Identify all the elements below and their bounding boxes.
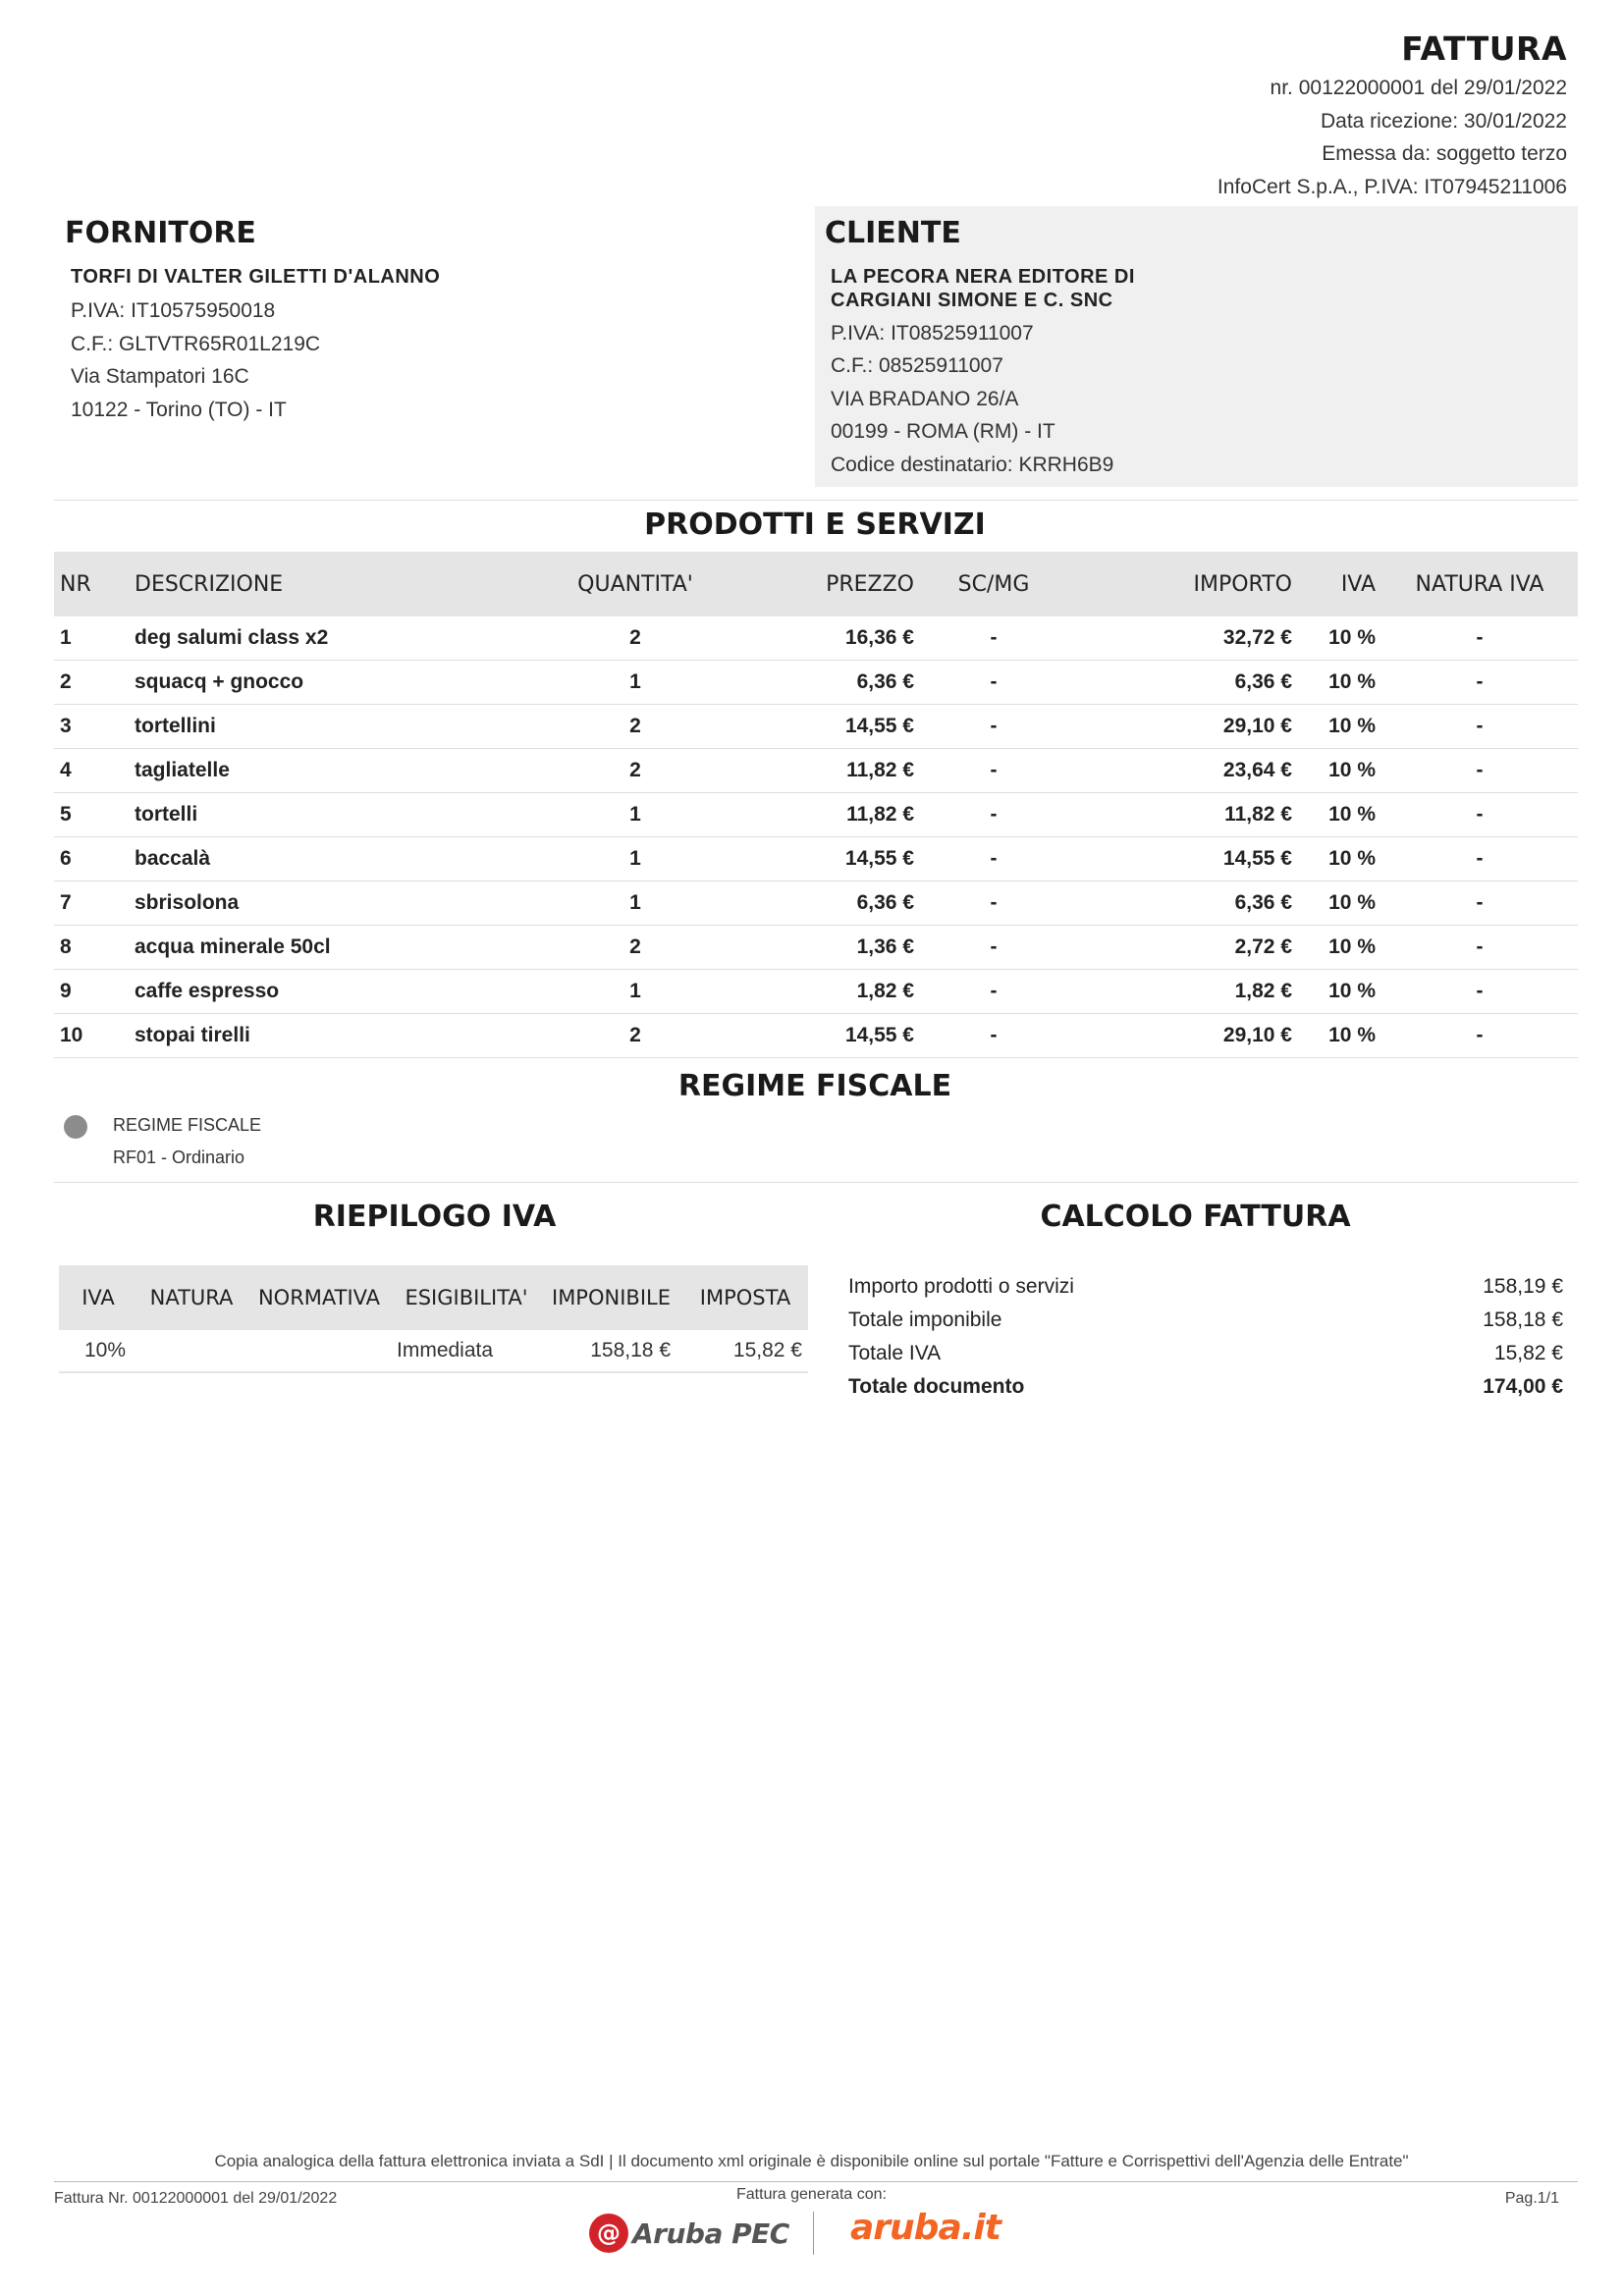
table-row [54, 661, 1578, 705]
aruba-pec-mark-icon: @ [589, 2214, 628, 2253]
cell-price: 16,36 € [733, 616, 920, 661]
cell-discount: - [920, 793, 1067, 837]
client-title: CLIENTE [825, 216, 961, 250]
table-row [54, 837, 1578, 881]
cell-description: caffe espresso [125, 970, 537, 1014]
col-nr: NR [54, 552, 125, 616]
calc-value: 158,19 € [1483, 1275, 1563, 1298]
cell-vat: 10 % [1298, 793, 1381, 837]
divider [54, 1182, 1578, 1183]
cell-tax: 15,82 € [682, 1330, 808, 1372]
cell-discount: - [920, 881, 1067, 926]
issued-by: Emessa da: soggetto terzo [1322, 142, 1567, 165]
cell-quantity: 1 [537, 837, 733, 881]
cell-price: 14,55 € [733, 705, 920, 749]
cell-quantity: 1 [537, 970, 733, 1014]
calc-row-total [848, 1370, 1563, 1404]
cell-amount: 6,36 € [1067, 661, 1298, 705]
col-price: PREZZO [733, 552, 920, 616]
cell-nature [137, 1330, 245, 1372]
cell-nr: 6 [54, 837, 125, 881]
cell-price: 6,36 € [733, 881, 920, 926]
cell-quantity: 2 [537, 749, 733, 793]
table-row [54, 1014, 1578, 1058]
cell-quantity: 2 [537, 1014, 733, 1058]
cell-discount: - [920, 970, 1067, 1014]
cell-vat-nature: - [1381, 881, 1578, 926]
aruba-pec-logo [589, 2214, 789, 2253]
cell-description: acqua minerale 50cl [125, 926, 537, 970]
cell-nr: 2 [54, 661, 125, 705]
products-table [54, 552, 1578, 1058]
cell-vat-nature: - [1381, 837, 1578, 881]
vat-summary-header-row [59, 1265, 808, 1330]
calc-value: 15,82 € [1493, 1342, 1563, 1364]
table-row [54, 749, 1578, 793]
cell-description: tortelli [125, 793, 537, 837]
regime-title: REGIME FISCALE [677, 1069, 952, 1103]
supplier-address: Via Stampatori 16C [71, 365, 249, 388]
cell-amount: 1,82 € [1067, 970, 1298, 1014]
col-chargeability: ESIGIBILITA' [393, 1265, 540, 1330]
col-regulation: NORMATIVA [245, 1265, 393, 1330]
cell-quantity: 2 [537, 926, 733, 970]
cell-price: 14,55 € [733, 837, 920, 881]
cell-vat-nature: - [1381, 616, 1578, 661]
col-nature: NATURA [137, 1265, 245, 1330]
table-row [54, 970, 1578, 1014]
supplier-title: FORNITORE [65, 216, 256, 250]
cell-vat-nature: - [1381, 1014, 1578, 1058]
cell-vat-nature: - [1381, 705, 1578, 749]
cell-vat-nature: - [1381, 793, 1578, 837]
document-title: FATTURA [1401, 29, 1567, 68]
cell-price: 11,82 € [733, 749, 920, 793]
divider [54, 500, 1578, 501]
regime-label: REGIME FISCALE [113, 1115, 262, 1135]
client-piva: P.IVA: IT08525911007 [831, 322, 1034, 345]
cell-discount: - [920, 705, 1067, 749]
cell-vat-nature: - [1381, 926, 1578, 970]
cell-vat: 10 % [1298, 705, 1381, 749]
col-amount: IMPORTO [1067, 552, 1298, 616]
cell-price: 11,82 € [733, 793, 920, 837]
cell-vat: 10 % [1298, 837, 1381, 881]
calc-label: Totale imponibile [848, 1308, 1002, 1331]
aruba-pec-logo-text: Aruba PEC [632, 2216, 789, 2250]
col-vat: IVA [59, 1265, 137, 1330]
invoice-number: nr. 00122000001 del 29/01/2022 [1270, 77, 1567, 99]
products-title: PRODOTTI E SERVIZI [644, 507, 986, 542]
cell-discount: - [920, 1014, 1067, 1058]
col-discount: SC/MG [920, 552, 1067, 616]
cell-amount: 6,36 € [1067, 881, 1298, 926]
received-date: Data ricezione: 30/01/2022 [1320, 110, 1567, 133]
cell-discount: - [920, 926, 1067, 970]
table-row [54, 881, 1578, 926]
cell-vat: 10 % [1298, 1014, 1381, 1058]
col-quantity: QUANTITA' [537, 552, 733, 616]
client-cf: C.F.: 08525911007 [831, 354, 1003, 377]
cell-description: baccalà [125, 837, 537, 881]
cell-vat: 10% [59, 1330, 137, 1372]
cell-regulation [245, 1330, 393, 1372]
cell-taxable: 158,18 € [540, 1330, 682, 1372]
cell-description: deg salumi class x2 [125, 616, 537, 661]
footer-note: Copia analogica della fattura elettronica inviata a SdI | Il documento xml originale è disponibile online sul portale "Fatture e Corrispettivi dell'Agenzia delle Entrate" [214, 2152, 1409, 2170]
supplier-city: 10122 - Torino (TO) - IT [71, 399, 287, 421]
cell-nr: 5 [54, 793, 125, 837]
col-description: DESCRIZIONE [125, 552, 537, 616]
regime-value: RF01 - Ordinario [113, 1148, 245, 1167]
calc-value: 174,00 € [1483, 1375, 1563, 1398]
col-tax: IMPOSTA [682, 1265, 808, 1330]
cell-amount: 2,72 € [1067, 926, 1298, 970]
footer-divider [54, 2181, 1578, 2182]
cell-price: 14,55 € [733, 1014, 920, 1058]
table-row [54, 705, 1578, 749]
intermediary: InfoCert S.p.A., P.IVA: IT07945211006 [1217, 176, 1567, 198]
cell-description: tagliatelle [125, 749, 537, 793]
cell-amount: 14,55 € [1067, 837, 1298, 881]
products-header-row [54, 552, 1578, 616]
calc-title: CALCOLO FATTURA [1040, 1200, 1351, 1234]
col-vat-nature: NATURA IVA [1381, 552, 1578, 616]
client-name-line1: LA PECORA NERA EDITORE DI [831, 266, 1135, 288]
cell-nr: 10 [54, 1014, 125, 1058]
cell-description: squacq + gnocco [125, 661, 537, 705]
cell-discount: - [920, 749, 1067, 793]
footer-invoice-ref: Fattura Nr. 00122000001 del 29/01/2022 [54, 2190, 338, 2207]
cell-quantity: 1 [537, 661, 733, 705]
calc-value: 158,18 € [1483, 1308, 1563, 1331]
bullet-icon [64, 1115, 87, 1139]
cell-vat: 10 % [1298, 616, 1381, 661]
aruba-it-logo: aruba.it [850, 2208, 1001, 2248]
cell-vat: 10 % [1298, 749, 1381, 793]
calc-row-products [848, 1270, 1563, 1304]
cell-amount: 11,82 € [1067, 793, 1298, 837]
cell-amount: 32,72 € [1067, 616, 1298, 661]
vat-summary-table [59, 1265, 808, 1373]
cell-chargeability: Immediata [393, 1330, 540, 1372]
supplier-cf: C.F.: GLTVTR65R01L219C [71, 333, 321, 355]
cell-description: tortellini [125, 705, 537, 749]
cell-description: sbrisolona [125, 881, 537, 926]
cell-vat-nature: - [1381, 970, 1578, 1014]
client-name-line2: CARGIANI SIMONE E C. SNC [831, 290, 1113, 311]
col-taxable: IMPONIBILE [540, 1265, 682, 1330]
cell-amount: 23,64 € [1067, 749, 1298, 793]
footer-page: Pag.1/1 [1504, 2190, 1559, 2207]
table-row [54, 616, 1578, 661]
supplier-piva: P.IVA: IT10575950018 [71, 299, 276, 322]
table-row [54, 926, 1578, 970]
calc-row-vat [848, 1337, 1563, 1370]
cell-vat-nature: - [1381, 661, 1578, 705]
cell-amount: 29,10 € [1067, 1014, 1298, 1058]
cell-nr: 9 [54, 970, 125, 1014]
cell-vat-nature: - [1381, 749, 1578, 793]
cell-quantity: 1 [537, 881, 733, 926]
logo-separator [813, 2212, 814, 2255]
cell-quantity: 2 [537, 616, 733, 661]
cell-price: 1,36 € [733, 926, 920, 970]
calc-label: Totale documento [848, 1375, 1025, 1398]
cell-nr: 7 [54, 881, 125, 926]
cell-vat: 10 % [1298, 970, 1381, 1014]
cell-quantity: 2 [537, 705, 733, 749]
col-vat: IVA [1298, 552, 1381, 616]
calc-label: Importo prodotti o servizi [848, 1275, 1074, 1298]
cell-quantity: 1 [537, 793, 733, 837]
cell-vat: 10 % [1298, 661, 1381, 705]
cell-description: stopai tirelli [125, 1014, 537, 1058]
vat-summary-title: RIEPILOGO IVA [312, 1200, 557, 1234]
client-city: 00199 - ROMA (RM) - IT [831, 420, 1055, 443]
cell-nr: 4 [54, 749, 125, 793]
cell-discount: - [920, 837, 1067, 881]
cell-price: 1,82 € [733, 970, 920, 1014]
cell-nr: 8 [54, 926, 125, 970]
supplier-name: TORFI DI VALTER GILETTI D'ALANNO [71, 266, 441, 288]
cell-vat: 10 % [1298, 926, 1381, 970]
cell-discount: - [920, 661, 1067, 705]
footer-generated-by: Fattura generata con: [736, 2186, 887, 2203]
table-row [54, 793, 1578, 837]
client-address: VIA BRADANO 26/A [831, 388, 1019, 410]
table-row [59, 1330, 808, 1372]
cell-amount: 29,10 € [1067, 705, 1298, 749]
cell-nr: 3 [54, 705, 125, 749]
cell-vat: 10 % [1298, 881, 1381, 926]
calc-row-taxable [848, 1304, 1563, 1337]
cell-discount: - [920, 616, 1067, 661]
cell-price: 6,36 € [733, 661, 920, 705]
calc-label: Totale IVA [848, 1342, 942, 1364]
client-recipient-code: Codice destinatario: KRRH6B9 [831, 454, 1114, 476]
cell-nr: 1 [54, 616, 125, 661]
